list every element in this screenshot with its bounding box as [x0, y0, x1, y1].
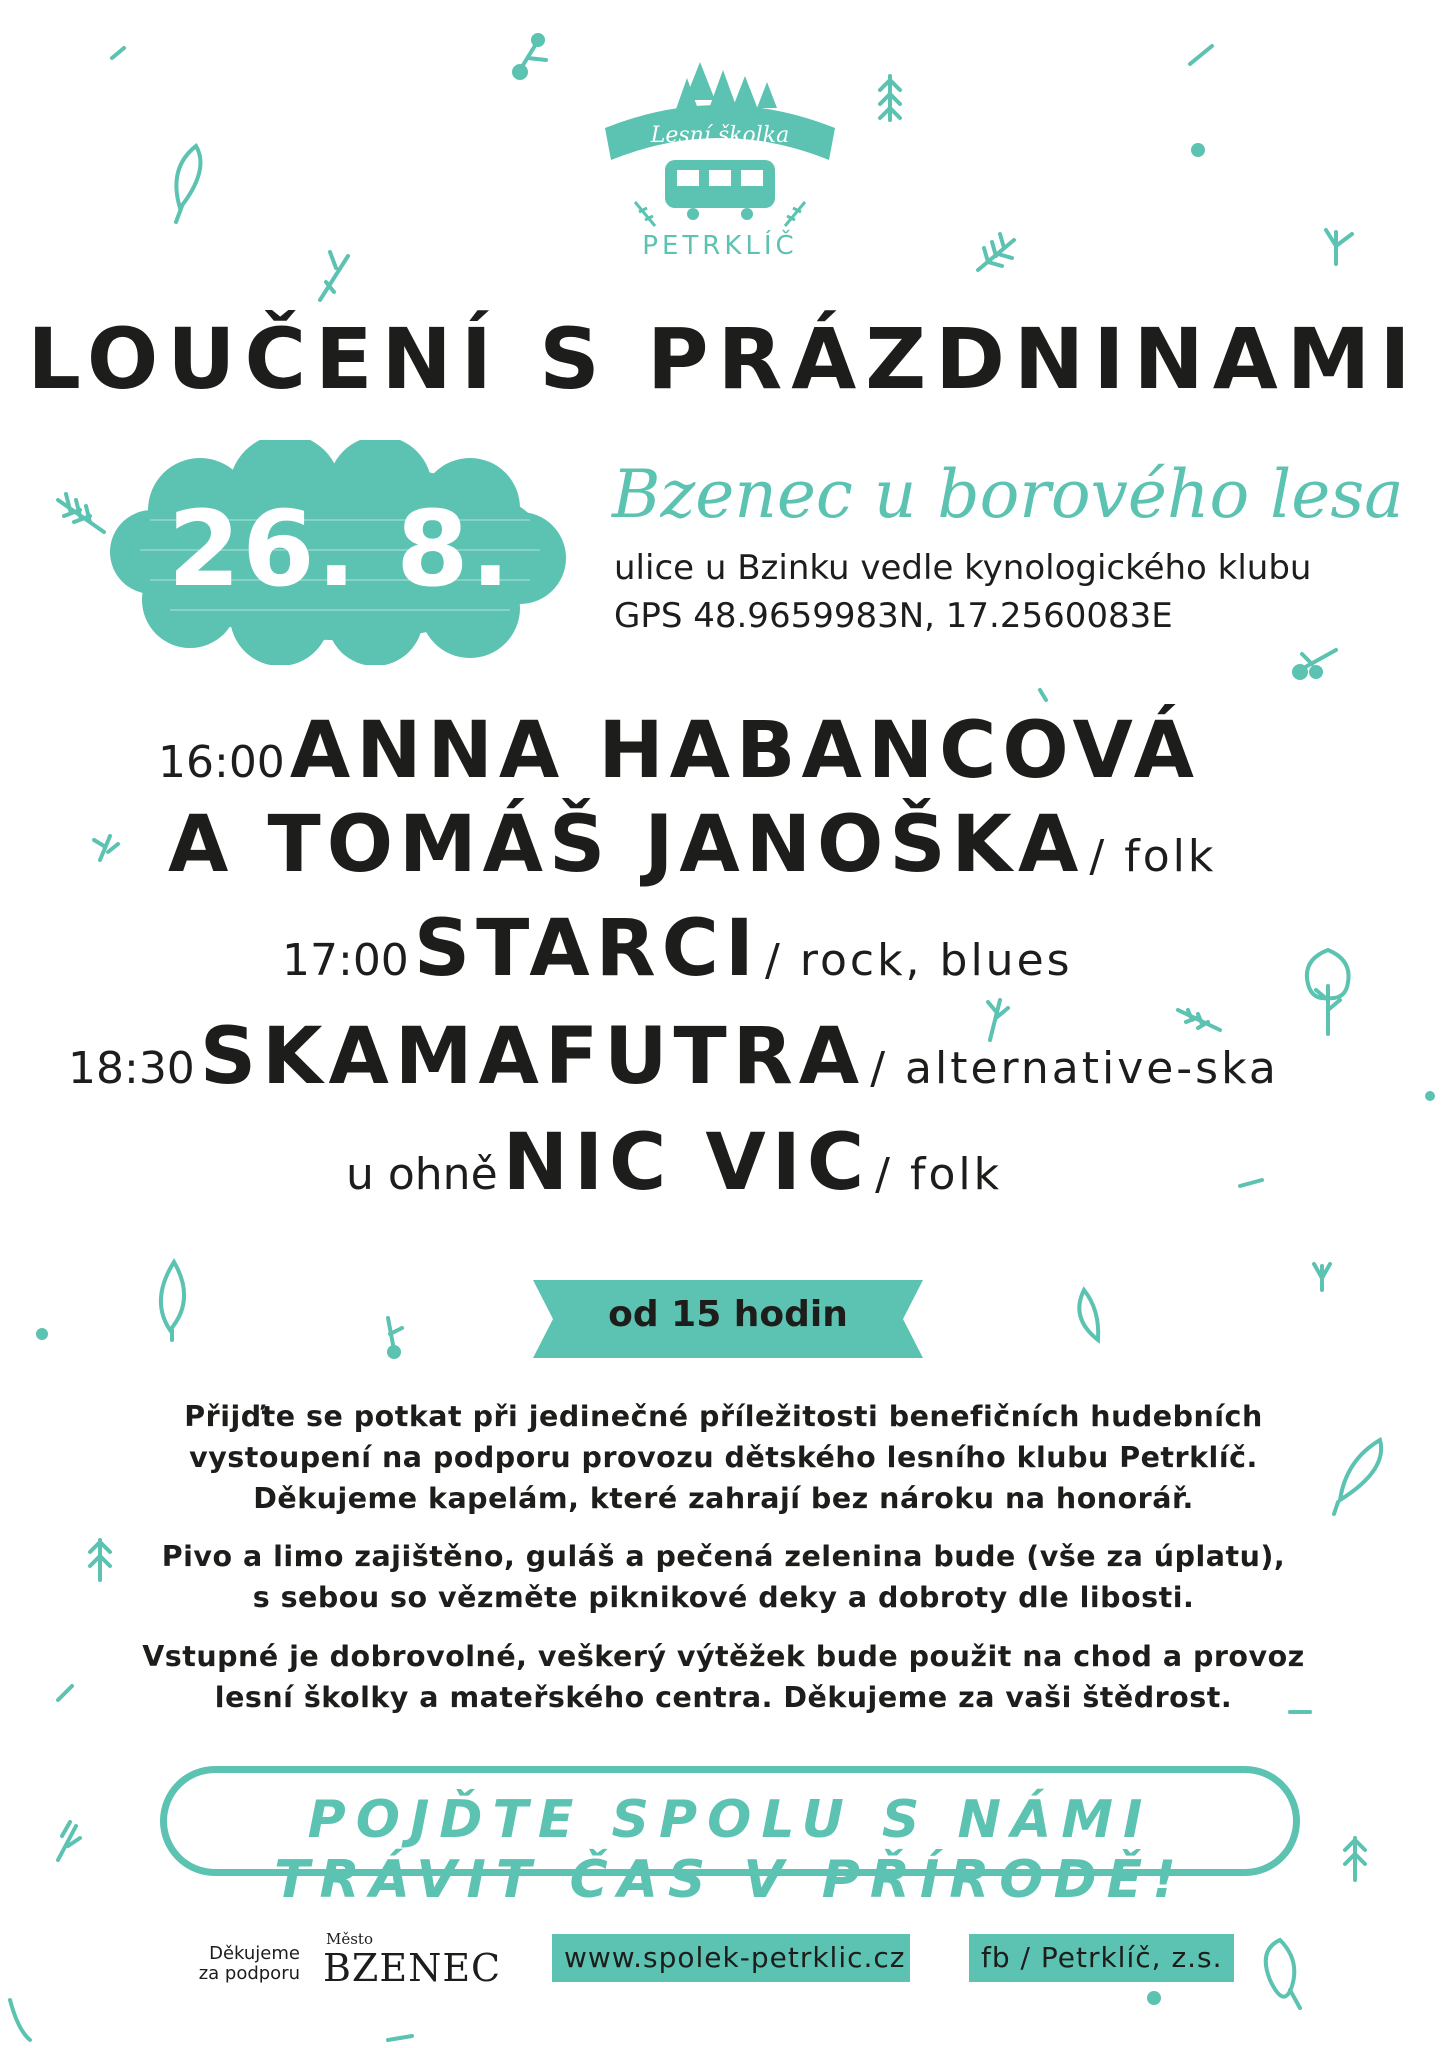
location-name: Bzenec u borového lesa	[612, 456, 1404, 533]
location-street: ulice u Bzinku vedle kynologického klubu	[614, 548, 1312, 588]
dash-doodle-icon	[1040, 690, 1046, 700]
sponsor-thanks-line: Děkujeme	[209, 1943, 300, 1964]
lineup-row	[68, 1012, 1279, 1102]
feather-branch-icon	[978, 234, 1014, 270]
petrklic-logo	[595, 52, 845, 272]
lineup-time: 18:30	[68, 1043, 195, 1094]
dash-doodle-icon	[1240, 1180, 1262, 1186]
leaf-icon	[10, 2000, 30, 2040]
berry-icon	[1311, 667, 1321, 677]
sprout-icon	[320, 252, 348, 300]
lineup-time: u ohně	[346, 1149, 498, 1200]
leaf-icon	[1079, 1290, 1098, 1340]
logo-name: PETRKLÍČ	[642, 231, 798, 261]
page-title: LOUČENÍ S PRÁZDNINAMI	[27, 310, 1420, 408]
berry-icon	[533, 35, 543, 45]
sponsor-thanks-line: za podporu	[198, 1963, 300, 1984]
info-paragraph	[0, 1536, 1447, 1618]
leaf-icon	[1266, 1940, 1300, 2008]
dash-doodle-icon	[388, 2036, 412, 2040]
dot-icon	[1193, 145, 1203, 155]
feather-branch-icon	[58, 494, 104, 532]
fir-branch-icon	[880, 76, 900, 120]
lineup-genre: / folk	[1089, 831, 1217, 882]
event-date: 26. 8.	[167, 488, 513, 610]
info-line: s sebou so vězměte piknikové deky a dobroty dle libosti.	[252, 1581, 1195, 1614]
dot-icon	[1149, 1993, 1159, 2003]
lineup-genre: / folk	[875, 1149, 1003, 1200]
lineup-row	[168, 800, 1216, 890]
logo-branch-icon	[635, 202, 655, 226]
info-line: Vstupné je dobrovolné, veškerý výtěžek bude použit na chod a provoz	[142, 1640, 1305, 1673]
lineup-time: 17:00	[282, 935, 409, 986]
lineup-act: SKAMAFUTRA	[199, 1012, 866, 1102]
website-link[interactable]: www.spolek-petrklic.cz	[552, 1934, 910, 1982]
lineup-time: 16:00	[158, 737, 285, 788]
leaf-icon	[161, 1262, 184, 1340]
dot-icon	[1427, 1093, 1433, 1099]
dot-icon	[38, 1330, 46, 1338]
lineup-act: ANNA HABANCOVÁ	[289, 706, 1200, 796]
facebook-link[interactable]: fb / Petrklíč, z.s.	[969, 1934, 1234, 1982]
fir-branch-icon	[1345, 1838, 1365, 1880]
sprout-icon	[94, 836, 118, 860]
sprout-icon	[58, 1822, 80, 1860]
dash-doodle-icon	[1190, 46, 1212, 64]
location-gps: GPS 48.9659983N, 17.2560083E	[614, 596, 1173, 636]
info-line: Přijďte se potkat při jedinečné příležitosti benefičních hudebních	[184, 1400, 1263, 1433]
slogan-text: POJĎTE SPOLU S NÁMI TRÁVIT ČAS V PŘÍRODĚ!	[274, 1790, 1186, 1910]
tree-icon	[1307, 950, 1349, 1034]
sponsor-logo-small: Město	[326, 1930, 373, 1948]
logo-branch-icon	[785, 202, 805, 226]
berry-icon	[389, 1347, 399, 1357]
info-line: Děkujeme kapelám, které zahrají bez nároku na honorář.	[253, 1482, 1194, 1515]
sprout-icon	[1326, 230, 1352, 264]
fir-tree-icon	[757, 82, 777, 108]
lineup-genre: / rock, blues	[765, 935, 1073, 986]
lineup-act: NIC VIC	[502, 1118, 871, 1208]
info-line: vystoupení na podporu provozu dětského lesního klubu Petrklíč.	[189, 1441, 1258, 1474]
leaf-icon	[176, 146, 200, 222]
info-paragraph	[0, 1636, 1447, 1718]
lineup-row	[346, 1118, 1002, 1208]
info-line: lesní školky a mateřského centra. Děkujeme za vaši štědrost.	[214, 1681, 1233, 1714]
lineup-act: A TOMÁŠ JANOŠKA	[168, 800, 1085, 890]
caravan-icon	[665, 160, 775, 220]
sponsor-thanks	[190, 1944, 300, 1984]
lineup-row	[282, 904, 1073, 994]
dash-doodle-icon	[112, 48, 124, 58]
berry-icon	[1294, 666, 1306, 678]
info-line: Pivo a limo zajištěno, guláš a pečená zelenina bude (vše za úplatu),	[161, 1540, 1286, 1573]
info-paragraph	[0, 1396, 1447, 1519]
sponsor-logo: BZENEC	[323, 1946, 502, 1990]
berry-icon	[514, 66, 526, 78]
lineup-act: STARCI	[413, 904, 760, 994]
start-time-text: od 15 hodin	[608, 1294, 848, 1335]
logo-ribbon-text: Lesní školka	[650, 123, 790, 148]
lineup-genre: / alternative-ska	[870, 1043, 1279, 1094]
lineup-row	[158, 706, 1200, 796]
sprout-icon	[1314, 1264, 1330, 1290]
